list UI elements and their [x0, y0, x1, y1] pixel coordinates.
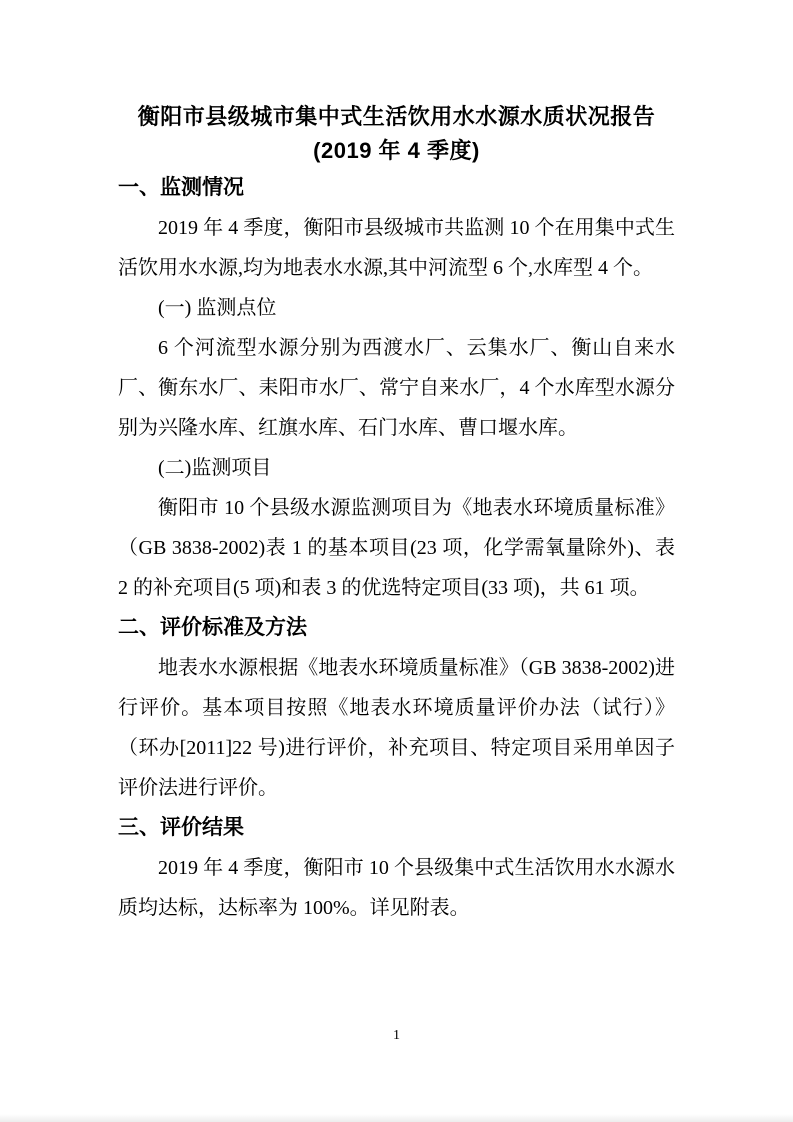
- document-subtitle: (2019 年 4 季度): [313, 138, 480, 163]
- section-heading-standards: 二、评价标准及方法: [118, 616, 307, 639]
- scan-edge-shadow: [0, 1114, 793, 1122]
- paragraph-monitoring-points: 6 个河流型水源分别为西渡水厂、云集水厂、衡山自来水厂、衡东水厂、耒阳市水厂、常宁自来水厂，4 个水库型水源分别为兴隆水库、红旗水库、石门水库、曹口堰水库。: [118, 337, 675, 439]
- document-content: [118, 100, 675, 928]
- paragraph-monitoring-overview: 2019 年 4 季度，衡阳市县级城市共监测 10 个在用集中式生活饮用水水源,均为地表水水源,其中河流型 6 个,水库型 4 个。: [118, 217, 675, 279]
- subheading-monitoring-points: (一) 监测点位: [158, 297, 277, 319]
- section-heading-results: 三、评价结果: [118, 816, 244, 839]
- paragraph-results: 2019 年 4 季度，衡阳市 10 个县级集中式生活饮用水水源水质均达标，达标率为 100%。详见附表。: [118, 857, 675, 919]
- paragraph-monitoring-items: 衡阳市 10 个县级水源监测项目为《地表水环境质量标准》（GB 3838-2002)表 1 的基本项目(23 项，化学需氧量除外)、表 2 的补充项目(5 项)和表 3 的优选特定项目(33 项)，共 61 项。: [118, 497, 675, 599]
- document-title: 衡阳市县级城市集中式生活饮用水水源水质状况报告: [137, 104, 656, 129]
- paragraph-standards: 地表水水源根据《地表水环境质量标准》（GB 3838-2002)进行评价。基本项目按照《地表水环境质量评价办法（试行）》（环办[2011]22 号)进行评价，补充项目、特定项目采用单因子评价法进行评价。: [118, 657, 675, 799]
- subheading-monitoring-items: (二)监测项目: [158, 457, 272, 479]
- section-heading-monitoring: 一、监测情况: [118, 176, 244, 199]
- page-number: 1: [393, 1028, 400, 1043]
